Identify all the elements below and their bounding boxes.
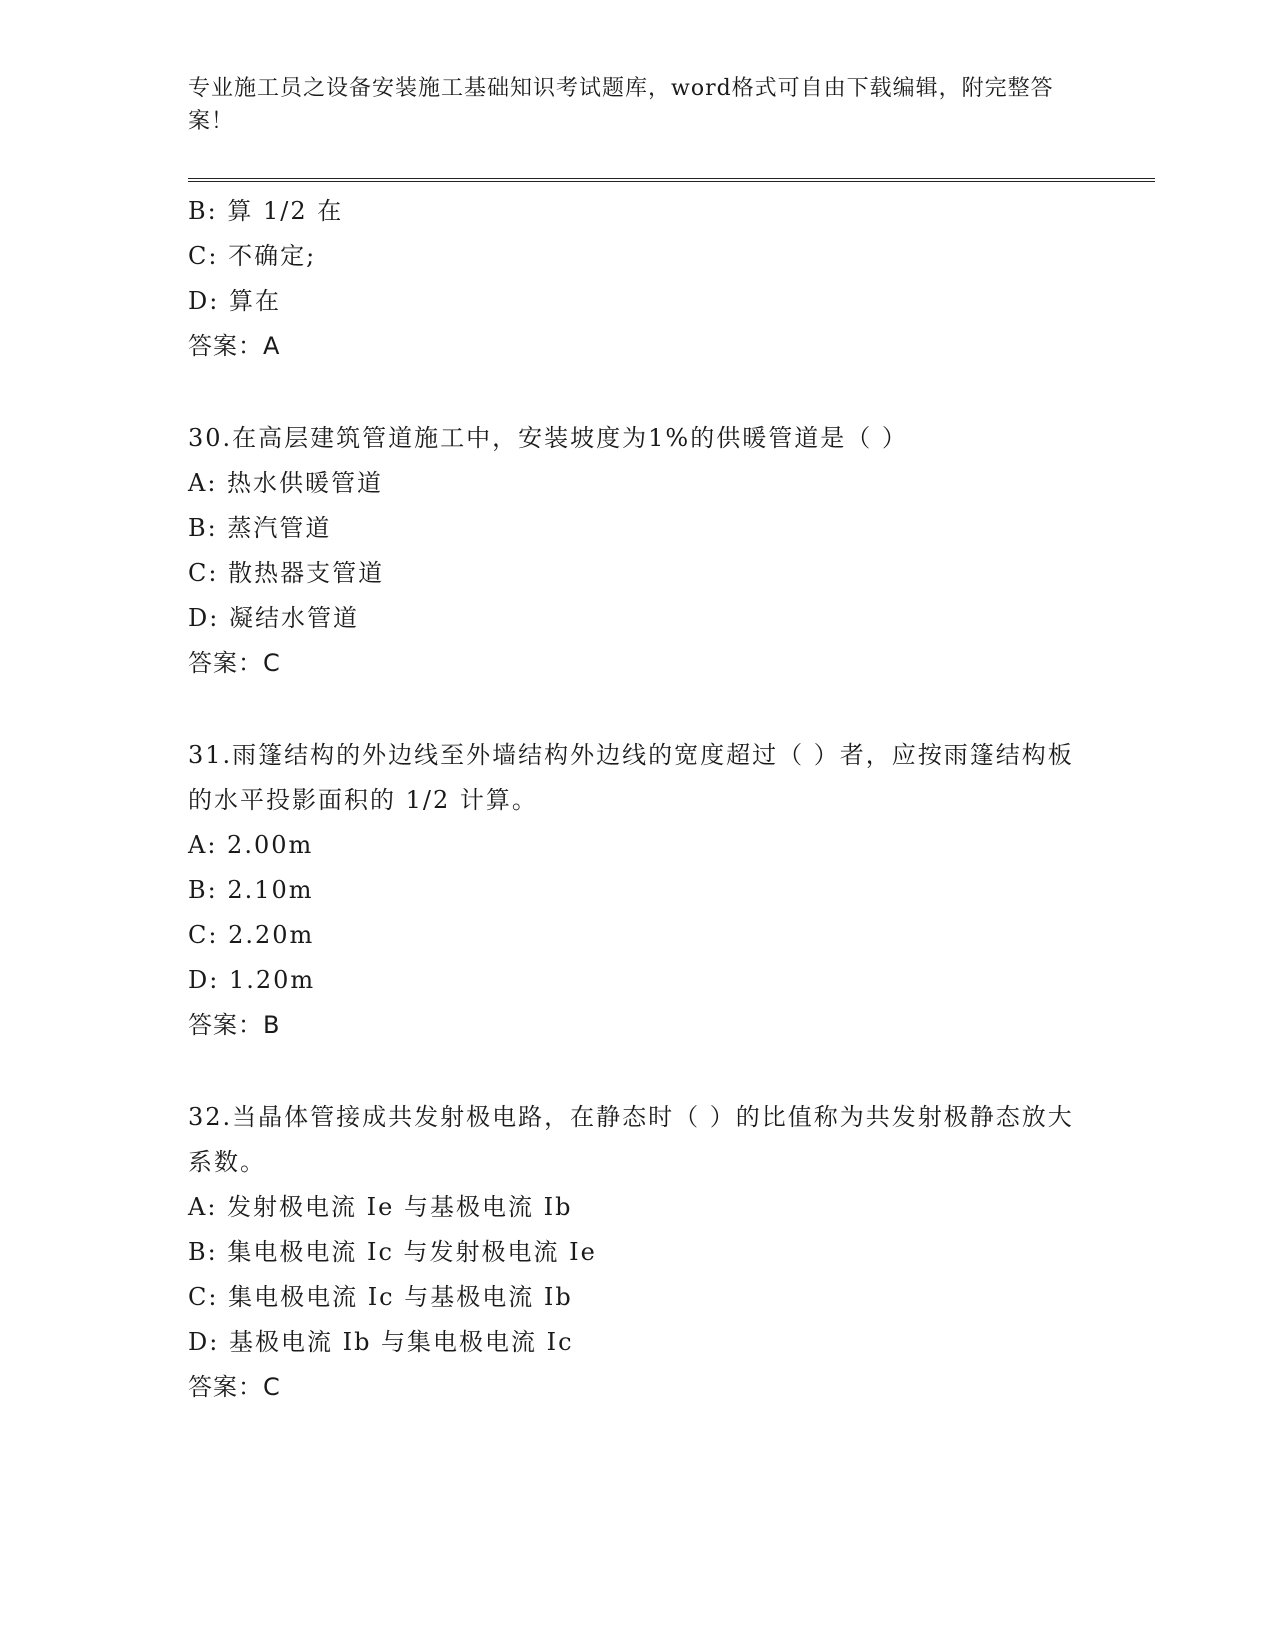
option-d: D: 1.20m xyxy=(188,966,316,994)
option-c: C: 2.20m xyxy=(188,921,315,949)
option-a: A: 热水供暖管道 xyxy=(188,469,384,497)
header-double-rule xyxy=(188,178,1155,182)
option-c: C: 集电极电流 Ic 与基极电流 Ib xyxy=(188,1283,573,1311)
question-32 xyxy=(188,1095,1088,1410)
page-header-text: 专业施工员之设备安装施工基础知识考试题库，word格式可自由下载编辑，附完整答案！ xyxy=(188,76,1054,134)
option-b: B: 蒸汽管道 xyxy=(188,514,332,542)
partial-question-29 xyxy=(188,189,1088,369)
answer-line: 答案：C xyxy=(188,1373,281,1401)
question-list xyxy=(188,189,1088,1410)
question-31 xyxy=(188,733,1088,1048)
answer-line: 答案：C xyxy=(188,649,281,677)
option-b: B: 2.10m xyxy=(188,876,314,904)
option-b: B: 集电极电流 Ic 与发射极电流 Ie xyxy=(188,1238,597,1266)
option-d: D: 基极电流 Ib 与集电极电流 Ic xyxy=(188,1328,574,1356)
option-a: A: 发射极电流 Ie 与基极电流 Ib xyxy=(188,1193,573,1221)
question-stem: 32.当晶体管接成共发射极电路，在静态时（ ）的比值称为共发射极静态放大系数。 xyxy=(188,1103,1074,1176)
option-c: C: 散热器支管道 xyxy=(188,559,385,587)
option-d: D: 凝结水管道 xyxy=(188,604,359,632)
option-d: D: 算在 xyxy=(188,287,281,315)
question-stem: 31.雨篷结构的外边线至外墙结构外边线的宽度超过（ ）者，应按雨篷结构板的水平投影面积的 1/2 计算。 xyxy=(188,741,1074,814)
option-b: B: 算 1/2 在 xyxy=(188,197,344,225)
question-stem: 30.在高层建筑管道施工中，安装坡度为1%的供暖管道是（ ） xyxy=(188,424,908,452)
option-c: C: 不确定; xyxy=(188,242,317,270)
option-a: A: 2.00m xyxy=(188,831,314,859)
answer-line: 答案：B xyxy=(188,1011,281,1039)
question-30 xyxy=(188,416,1088,686)
answer-line: 答案：A xyxy=(188,332,281,360)
